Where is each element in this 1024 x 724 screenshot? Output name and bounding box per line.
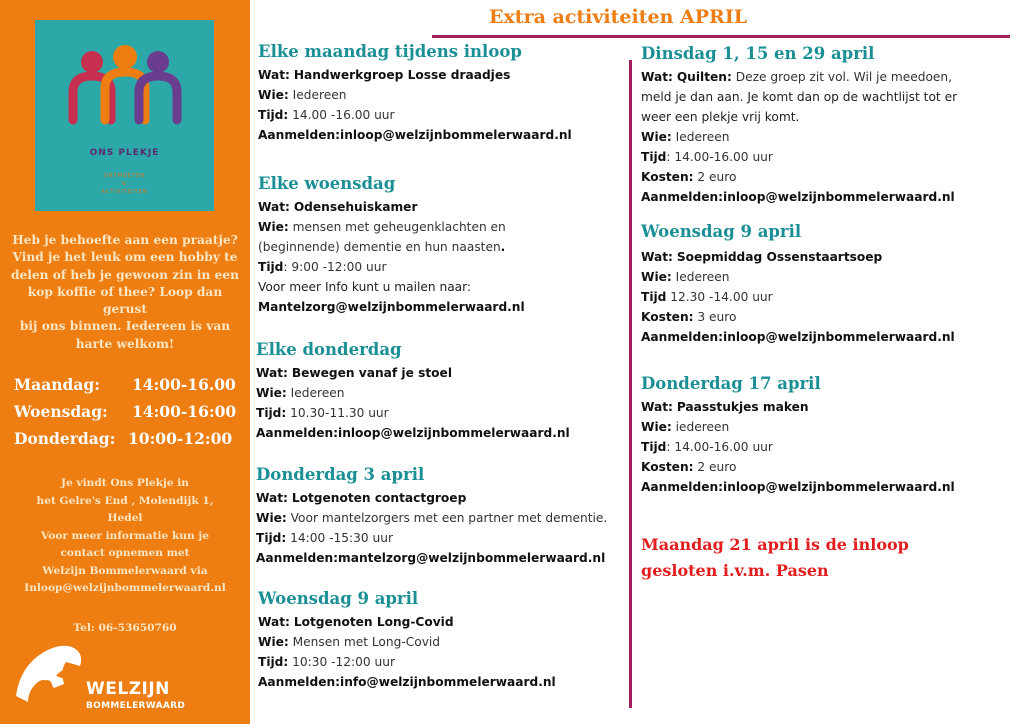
label-wie: Wie: (641, 130, 672, 144)
hours-row (14, 398, 246, 425)
activity-wie: Iedereen (675, 130, 730, 144)
sidebar (0, 0, 250, 724)
hours-row (14, 425, 246, 452)
activity-heading: Elke woensdag (258, 174, 396, 193)
activity-wie: iedereen (675, 420, 730, 434)
activity-wat-text: meld je dan aan. Je komt dan op de wachtlijst tot er (641, 90, 958, 104)
label-wie: Wie: (258, 88, 289, 102)
label-wie: Wie: (641, 270, 672, 284)
location-line: Voor meer informatie kun je (41, 529, 209, 542)
label-wat: Wat: (256, 491, 288, 505)
activity-wie: Iedereen (292, 88, 347, 102)
label-kosten: Kosten: (641, 170, 694, 184)
activity-wie-end: . (500, 240, 506, 254)
label-tijd: Tijd (641, 290, 667, 304)
logo-name: ONS PLEKJE (89, 148, 160, 158)
label-wie: Wie: (641, 420, 672, 434)
activity-wie: Mensen met Long-Covid (292, 635, 441, 649)
hours-time: 10:00-12:00 (128, 429, 233, 448)
activity-block (258, 41, 572, 145)
logo-subtitle: ONTMOETEN (103, 173, 146, 179)
activity-tijd: 10:30 -12:00 uur (292, 655, 396, 669)
activity-signup[interactable]: Aanmelden:inloop@welzijnbommelerwaard.nl (258, 128, 572, 142)
label-tijd: Tijd (258, 260, 284, 274)
label-tijd: Tijd (641, 440, 667, 454)
location-info (0, 475, 250, 598)
activity-tijd: 14.00 -16.00 uur (292, 108, 395, 122)
activity-block (256, 464, 607, 568)
activity-block (258, 588, 556, 692)
activity-heading: Dinsdag 1, 15 en 29 april (641, 44, 875, 63)
activity-wat: Lotgenoten Long-Covid (293, 615, 454, 629)
title-divider (432, 35, 1010, 38)
activity-signup[interactable]: Aanmelden:mantelzorg@welzijnbommelerwaard.nl (256, 551, 606, 565)
label-wat: Wat: (258, 200, 290, 214)
activity-heading: Woensdag 9 april (258, 589, 419, 608)
activity-wie-cont: (beginnende) dementie en hun naasten (258, 240, 501, 254)
label-tijd: Tijd: (258, 108, 289, 122)
location-line: Welzijn Bommelerwaard via (42, 564, 208, 577)
activity-signup[interactable]: Aanmelden:inloop@welzijnbommelerwaard.nl (641, 190, 955, 204)
activity-wat: Paasstukjes maken (676, 400, 809, 414)
activity-heading: Woensdag 9 april (641, 222, 802, 241)
label-tijd: Tijd (641, 150, 667, 164)
activity-tijd: 12.30 -14.00 uur (666, 290, 773, 304)
label-wie: Wie: (256, 511, 287, 525)
activity-extra: Voor meer Info kunt u mailen naar: (258, 280, 472, 294)
closure-notice-line: Maandag 21 april is de inloop (641, 535, 909, 554)
intro-line: harte welkom! (75, 336, 175, 351)
activity-wie: Iedereen (290, 386, 345, 400)
activity-heading: Elke donderdag (256, 340, 402, 359)
activity-signup[interactable]: Aanmelden:inloop@welzijnbommelerwaard.nl (256, 426, 570, 440)
label-tijd: Tijd: (256, 531, 287, 545)
logo-subtitle: ACTIVITEITEN (101, 189, 148, 195)
hours-day: Woensdag: (14, 402, 108, 421)
closure-notice-line: gesloten i.v.m. Pasen (641, 561, 829, 580)
intro-text (6, 232, 244, 353)
activity-wie: Iedereen (675, 270, 730, 284)
opening-hours (14, 371, 246, 452)
activity-signup[interactable]: Aanmelden:info@welzijnbommelerwaard.nl (258, 675, 556, 689)
label-wie: Wie: (258, 220, 289, 234)
activity-heading: Donderdag 3 april (256, 465, 425, 484)
intro-line: bij ons binnen. Iedereen is van (19, 319, 231, 334)
logo-subtitle: & (122, 181, 127, 187)
activity-kosten: 3 euro (697, 310, 737, 324)
activity-wat-text: weer een plekje vrij komt. (641, 110, 800, 124)
activity-block: Elke woensdag Wat: Odensehuiskamer Wie: mensen met geheugenklachten en (beginnende) dementie en hun naasten. Tijd: 9:00 -12:00 uur Voor meer Info kunt u mailen naar: Mantelzorg@welzijnbommelerwaard.nl (258, 173, 525, 317)
ons-plekje-logo (35, 20, 214, 211)
activity-block (641, 221, 955, 347)
hours-day: Donderdag: (14, 429, 116, 448)
hours-time: 14:00-16.00 (132, 375, 236, 394)
activity-signup[interactable]: Aanmelden:inloop@welzijnbommelerwaard.nl (641, 480, 955, 494)
label-wie: Wie: (256, 386, 287, 400)
column-divider (629, 60, 632, 708)
label-tijd: Tijd: (256, 406, 287, 420)
page-title: Extra activiteiten APRIL (489, 6, 748, 28)
hours-day: Maandag: (14, 375, 100, 394)
activity-tijd: 10.30-11.30 uur (290, 406, 389, 420)
activity-wat: Soepmiddag Ossenstaartsoep (676, 250, 883, 264)
location-line: contact opnemen met (60, 547, 190, 559)
activity-tijd: 14:00 -15:30 uur (290, 531, 394, 545)
activity-wat: Bewegen vanaf je stoel (291, 366, 452, 380)
hours-row (14, 371, 246, 398)
activity-wat: Handwerkgroep Losse draadjes (293, 68, 511, 82)
label-wat: Wat: (641, 70, 673, 84)
welzijn-logo (14, 636, 194, 718)
welzijn-mountain-icon (14, 636, 84, 718)
label-kosten: Kosten: (641, 460, 694, 474)
activity-wie: mensen met geheugenklachten en (292, 220, 506, 234)
activity-wat: Lotgenoten contactgroep (291, 491, 467, 505)
activity-heading: Elke maandag tijdens inloop (258, 42, 522, 61)
label-wat: Wat: (258, 615, 290, 629)
activity-block (641, 43, 957, 207)
welzijn-sub: BOMMELERWAARD (86, 701, 186, 711)
activity-kosten: 2 euro (697, 460, 737, 474)
activity-block (641, 373, 955, 497)
label-wat: Wat: (256, 366, 288, 380)
intro-line: Heb je behoefte aan een praatje? (12, 233, 238, 247)
location-line: Je vindt Ons Plekje in (61, 477, 189, 489)
activity-signup[interactable]: Aanmelden:inloop@welzijnbommelerwaard.nl (641, 330, 955, 344)
activity-heading: Donderdag 17 april (641, 374, 821, 393)
label-tijd: Tijd: (258, 655, 289, 669)
activity-block (256, 339, 570, 443)
location-line: Hedel (107, 512, 143, 524)
welzijn-name: WELZIJN (86, 679, 170, 699)
label-wat: Wat: (641, 400, 673, 414)
activity-signup[interactable]: Mantelzorg@welzijnbommelerwaard.nl (258, 300, 525, 314)
activity-wat: Odensehuiskamer (293, 200, 418, 214)
location-email[interactable]: Inloop@welzijnbommelerwaard.nl (24, 582, 226, 594)
intro-line: delen of heb je gewoon zin in een (10, 267, 240, 282)
phone-number[interactable]: Tel: 06-53650760 (73, 622, 177, 634)
label-wie: Wie: (258, 635, 289, 649)
intro-line: kop koffie of thee? Loop dan gerust (27, 284, 223, 317)
closure-notice (641, 532, 909, 584)
activity-tijd: : 14.00-16.00 uur (666, 150, 773, 164)
location-line: het Gelre's End , Molendijk 1, (36, 494, 214, 507)
label-wat: Wat: (258, 68, 290, 82)
activity-tijd: : 14.00-16.00 uur (666, 440, 773, 454)
intro-line: Vind je het leuk om een hobby te (12, 250, 238, 265)
hours-time: 14:00-16:00 (132, 402, 237, 421)
activity-wat: Quilten: (676, 70, 732, 84)
label-wat: Wat: (641, 250, 673, 264)
activity-wie: Voor mantelzorgers met een partner met dementie. (290, 511, 608, 525)
activity-wat-text: Deze groep zit vol. Wil je meedoen, (731, 70, 953, 84)
activity-tijd: 9:00 -12:00 uur (291, 260, 387, 274)
activity-kosten: 2 euro (697, 170, 737, 184)
label-kosten: Kosten: (641, 310, 694, 324)
